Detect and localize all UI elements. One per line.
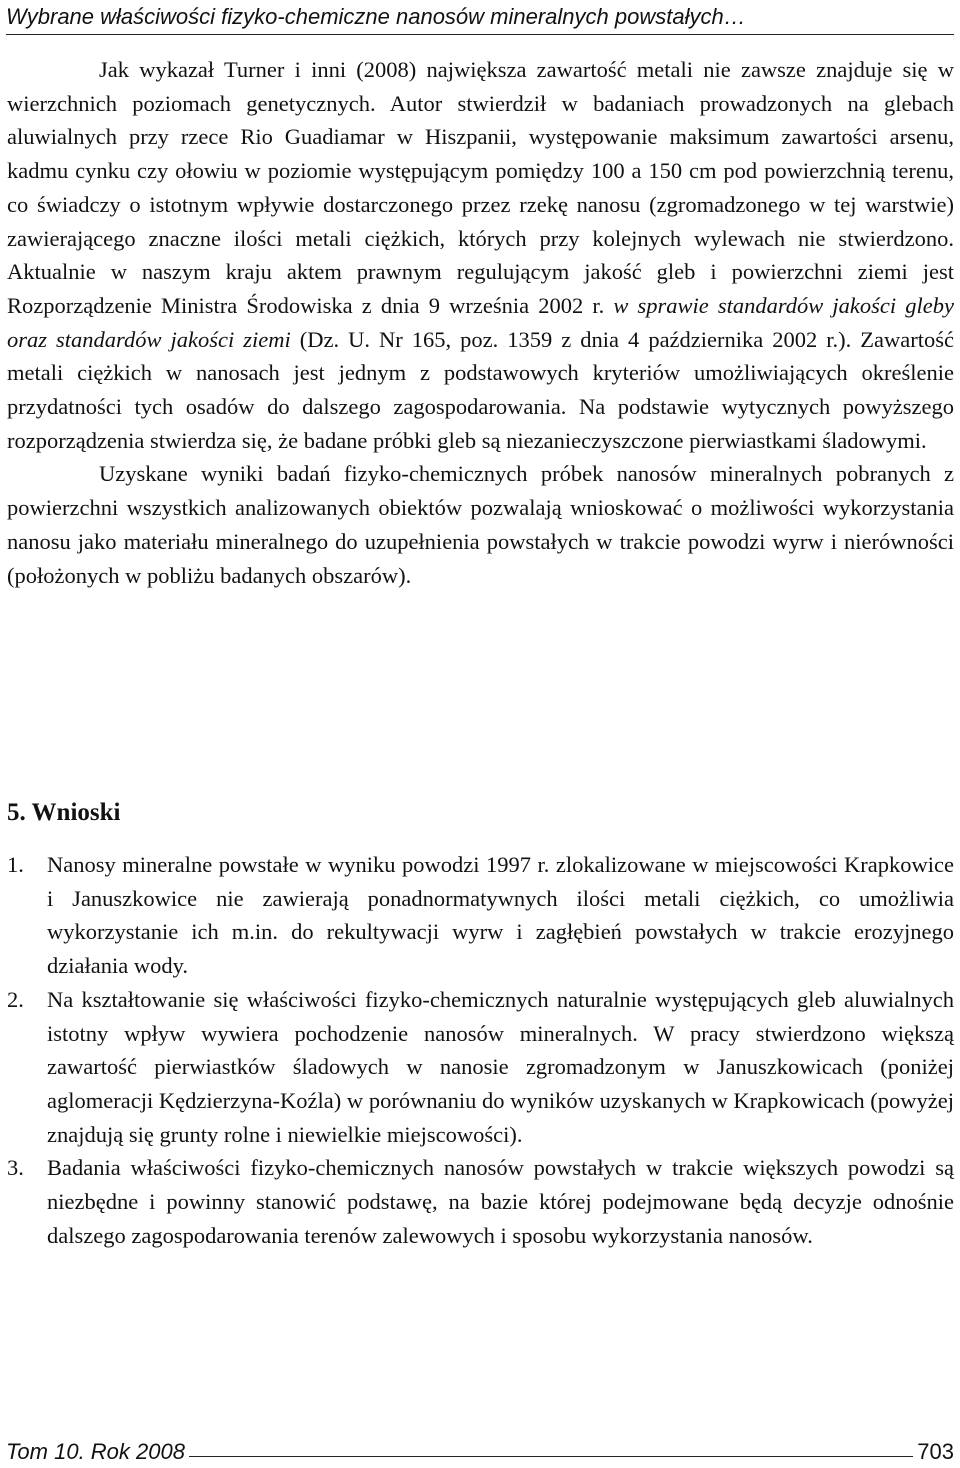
conclusion-number: 3. — [7, 1155, 24, 1181]
conclusion-text: Na kształtowanie się właściwości fizyko-chemicznych naturalnie występujących gleb aluwialnych istotny wpływ wywiera pochodzenie nanosów mineralnych. W pracy stwierdzono większą zawartość pierwiastków śladowych w nanosie zgromadzonym w Januszkowicach (poniżej aglomeracji Kędzierzyna-Koźla) w porównaniu do wyników uzyskanych w Krapkowicach (powyżej znajdują się grunty rolne i niewielkie miejscowości). — [47, 986, 954, 1147]
journal-volume: Tom 10. Rok 2008 — [6, 1439, 185, 1464]
conclusion-number: 1. — [7, 852, 24, 877]
conclusion-item-2 — [7, 983, 954, 1152]
conclusion-text: Badania właściwości fizyko-chemicznych nanosów powstałych w trakcie większych powodzi są niezbędne i powinny stanowić podstawę, na bazie której podejmowane będą decyzje odnośnie dalszego zagospodarowania terenów zalewowych i sposobu wykorzystania nanosów. — [47, 1155, 954, 1248]
paragraph-turner-part-1: Jak wykazał Turner i inni (2008) największa zawartość metali nie zawsze znajduje się w wierzchnich poziomach genetycznych. Autor stwierdził w badaniach prowadzonych na glebach aluwialnych przy rzece Rio Guadiamar w Hiszpanii, występowanie maksimum zawartości arsenu, kadmu cynku czy ołowiu w poziomie występującym pomiędzy 100 a 150 cm pod powierzchnią terenu, co świadczy o istotnym wpływie dostarczonego przez rzekę nanosu (zgromadzonego w tej warstwie) zawierającego znaczne ilości metali ciężkich, których przy kolejnych wylewach nie stwierdzono. Aktualnie w naszym kraju aktem prawnym regulującym jakość gleb i powierzchni ziemi jest Rozporządzenie Ministra Środowiska z dnia 9 września 2002 r. — [7, 57, 954, 318]
conclusions-list — [7, 848, 954, 1252]
paragraph-turner — [7, 53, 954, 457]
body-text — [7, 53, 954, 592]
running-header: Wybrane właściwości fizyko-chemiczne nanosów mineralnych powstałych… — [6, 2, 954, 35]
conclusion-item-1 — [7, 848, 954, 983]
conclusion-item-3 — [7, 1151, 954, 1252]
conclusion-number: 2. — [7, 986, 24, 1012]
paragraph-results: Uzyskane wyniki badań fizyko-chemicznych próbek nanosów mineralnych pobranych z powierzchni wszystkich analizowanych obiektów pozwalają wnioskować o możliwości wykorzystania nanosu jako materiału mineralnego do uzupełnienia powstałych w trakcie powodzi wyrw i nierówności (położonych w pobliżu badanych obszarów). — [7, 461, 954, 588]
section-heading-conclusions: 5. Wnioski — [7, 799, 121, 826]
paragraph-turner-part-2: (Dz. U. Nr 165, poz. 1359 z dnia 4 października 2002 r.). Zawartość metali ciężkich w nanosach jest jednym z podstawowych kryteriów umożliwiających określenie przydatności tych osadów do dalszego zagospodarowania. Na podstawie wytycznych powyższego rozporządzenia stwierdza się, że badane próbki gleb są niezanieczyszczone pierwiastkami śladowymi. — [7, 326, 954, 453]
page-number: 703 — [917, 1439, 954, 1464]
page-footer — [6, 1436, 954, 1468]
conclusion-text: Nanosy mineralne powstałe w wyniku powodzi 1997 r. zlokalizowane w miejscowości Krapkowice i Januszkowice nie zawierają ponadnormatywnych ilości metali ciężkich, co umożliwia wykorzystanie ich m.in. do rekultywacji wyrw i zagłębień powstałych w trakcie erozyjnego działania wody. — [47, 852, 954, 979]
regulation-title: w sprawie standardów jakości gleby oraz standardów jakości ziemi — [7, 292, 954, 352]
footer-rule — [189, 1456, 913, 1457]
